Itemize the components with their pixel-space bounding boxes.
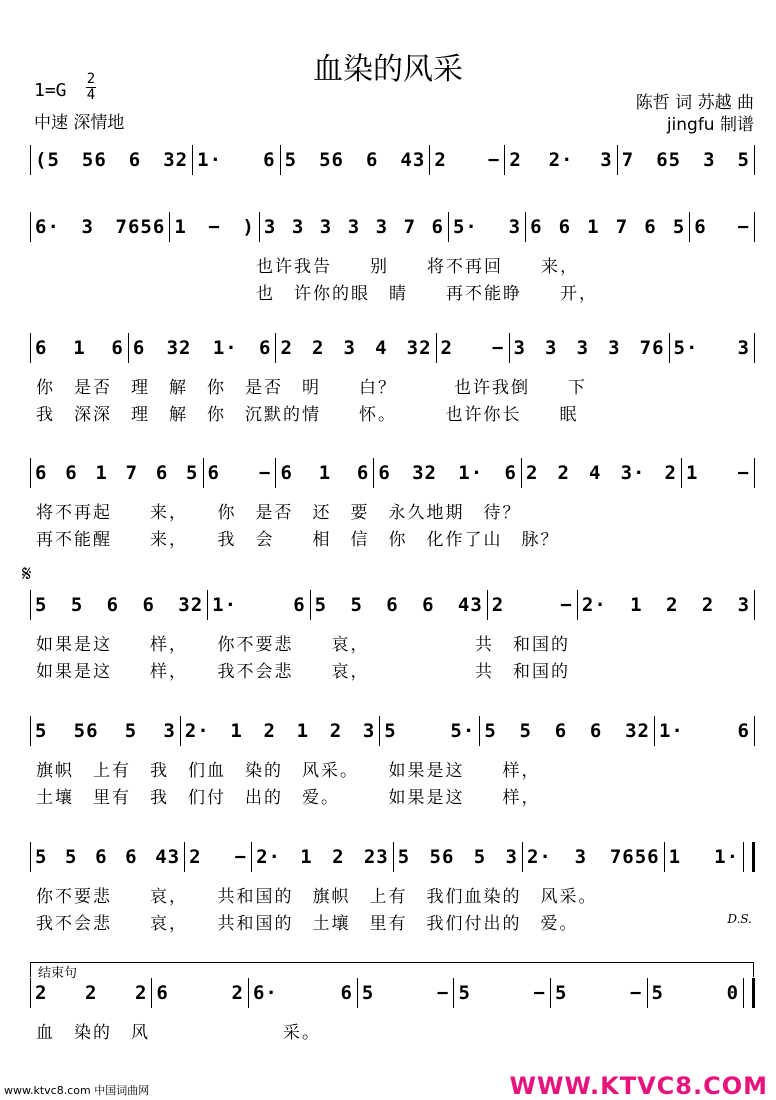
- measure: 5 −: [453, 978, 550, 1008]
- final-barline: [743, 978, 755, 1008]
- notes-line: [30, 145, 755, 175]
- measure: 5 5·: [379, 716, 479, 746]
- measure: 2 −: [429, 145, 504, 175]
- notes-line: [30, 333, 755, 363]
- measure: 5 56 5 3: [393, 842, 522, 872]
- song-title: 血染的风采: [313, 52, 463, 87]
- measure: 6 1 6: [275, 458, 373, 488]
- measure: 5 −: [550, 978, 647, 1008]
- segno-sign: 𝄋: [22, 562, 32, 587]
- measure: 6 1 6: [30, 333, 128, 363]
- barline: [754, 590, 755, 620]
- measure: 5 56 5 3: [30, 716, 180, 746]
- lyric-line: 旗帜 上有 我 们血 染的 风采。 如果是这 样，: [36, 761, 541, 781]
- key-signature: 1=G: [34, 80, 67, 101]
- measure: 5 5 6 6 43: [30, 842, 184, 872]
- measure: 6· 6: [248, 978, 357, 1008]
- notes-line: [30, 978, 755, 1008]
- dal-segno-marking: D.S.: [727, 912, 752, 926]
- measure: 1 −: [681, 458, 754, 488]
- measure: 7 65 3 5: [617, 145, 754, 175]
- measure: 2 2 3 4 32: [275, 333, 435, 363]
- measure: 3 3 3 3 76: [509, 333, 669, 363]
- measure: 5· 3: [669, 333, 754, 363]
- footer-site-text: www.ktvc8.com 中国词曲网: [4, 1084, 150, 1097]
- credits: 陈哲 词 苏越 曲: [635, 93, 754, 113]
- notes-line: [30, 716, 755, 746]
- lyric-line: 如果是这 样， 我不会悲 哀， 共 和国的: [36, 662, 570, 682]
- measure: 5 56 6 43: [280, 145, 430, 175]
- measure: 5· 3: [448, 212, 525, 242]
- measure: 5 5 6 6 32: [30, 590, 207, 620]
- transcriber: jingfu 制谱: [666, 115, 754, 135]
- lyric-line: 我 深深 理 解 你 沉默的情 怀。 也许你长 眠: [36, 405, 579, 425]
- measure: 1· 6: [192, 145, 280, 175]
- measure: 2 2 4 3· 2: [521, 458, 681, 488]
- measure: 6 −: [689, 212, 754, 242]
- time-signature-bottom: 4: [86, 87, 96, 103]
- measure: 2· 1 2 23: [251, 842, 393, 872]
- barline: [754, 212, 755, 242]
- lyric-line: 再不能醒 来， 我 会 相 信 你 化作了山 脉？: [36, 530, 560, 550]
- final-barline: [743, 842, 755, 872]
- lyric-line: 也 许你的眼 睛 再不能睁 开，: [256, 284, 598, 304]
- barline: [754, 716, 755, 746]
- ending-bracket: [30, 962, 754, 977]
- lyric-line: 土壤 里有 我 们付 出的 爱。 如果是这 样，: [36, 788, 541, 808]
- measure: 2· 3 7656: [522, 842, 664, 872]
- measure: 6 −: [203, 458, 276, 488]
- measure: 6 6 1 7 6 5: [30, 458, 203, 488]
- measure: 6 6 1 7 6 5: [525, 212, 689, 242]
- measure: 1· 6: [207, 590, 310, 620]
- measure: 1 1·: [664, 842, 743, 872]
- lyric-line: 你 是否 理 解 你 是否 明 白？ 也许我倒 下: [36, 378, 587, 398]
- notes-line: [30, 590, 755, 620]
- measure: (5 56 6 32: [30, 145, 192, 175]
- tempo-marking: 中速 深情地: [34, 113, 125, 133]
- measure: 2· 1 2 1 2 3: [180, 716, 380, 746]
- measure: 2 2· 3: [504, 145, 616, 175]
- measure: 5 5 6 6 43: [310, 590, 487, 620]
- measure: 2 −: [487, 590, 577, 620]
- measure: 2 −: [436, 333, 509, 363]
- measure: 1· 6: [654, 716, 754, 746]
- measure: 5 5 6 6 32: [479, 716, 654, 746]
- notes-line: [30, 842, 755, 872]
- measure: 5 0: [647, 978, 744, 1008]
- lyric-line: 血 染的 风 采。: [36, 1023, 321, 1043]
- notes-line: [30, 212, 755, 242]
- measure: 2 2 2: [30, 978, 151, 1008]
- lyric-line: 将不再起 来， 你 是否 还 要 永久地期 待？: [36, 503, 522, 523]
- barline: [754, 333, 755, 363]
- measure: 2 −: [184, 842, 251, 872]
- measure: 6 32 1· 6: [373, 458, 521, 488]
- measure: 3 3 3 3 3 7 6: [259, 212, 448, 242]
- measure: 5 −: [357, 978, 454, 1008]
- lyric-line: 如果是这 样， 你不要悲 哀， 共 和国的: [36, 635, 570, 655]
- time-signature-top: 2: [86, 71, 96, 87]
- ending-label: 结束句: [38, 966, 78, 981]
- barline: [754, 458, 755, 488]
- measure: 1 − ): [169, 212, 259, 242]
- footer-logo: WWW.KTVC8.COM: [509, 1072, 768, 1100]
- measure: 2· 1 2 2 3: [577, 590, 754, 620]
- time-signature: [86, 72, 96, 103]
- barline: [754, 145, 755, 175]
- measure: 6 32 1· 6: [128, 333, 276, 363]
- notes-line: [30, 458, 755, 488]
- lyric-line: 也许我告 别 将不再回 来，: [256, 257, 579, 277]
- measure: 6· 3 7656: [30, 212, 169, 242]
- measure: 6 2: [151, 978, 248, 1008]
- lyric-line: 我不会悲 哀， 共和国的 土壤 里有 我们付出的 爱。: [36, 914, 579, 934]
- lyric-line: 你不要悲 哀， 共和国的 旗帜 上有 我们血染的 风采。: [36, 887, 598, 907]
